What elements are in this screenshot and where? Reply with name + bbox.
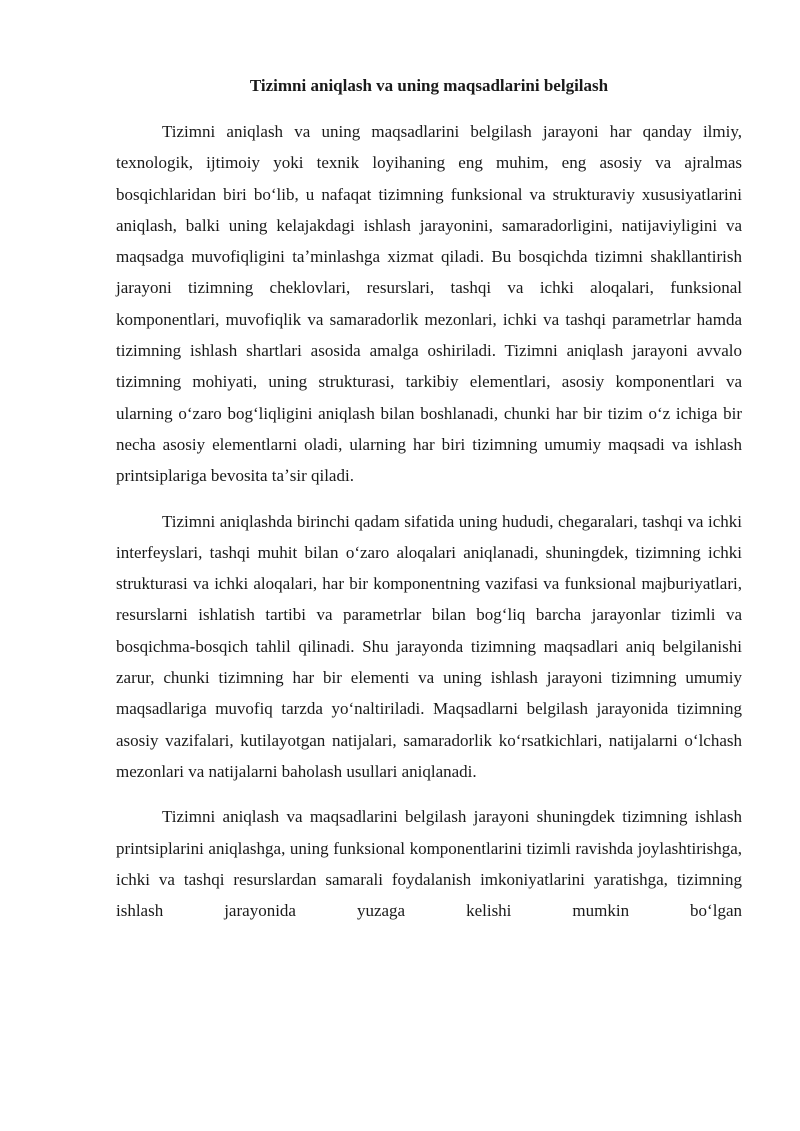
document-page [116, 74, 742, 940]
paragraph-1: Tizimni aniqlash va uning maqsadlarini belgilash jarayoni har qanday ilmiy, texnologik, ijtimoiy yoki texnik loyihaning eng muhim, eng asosiy va ajralmas bosqichlaridan biri boʻlib, u nafaqat tizimning funksional va strukturaviy xususiyatlarini aniqlash, balki uning kelajakdagi ishlash jarayonini, samaradorligini, natijaviyligini va maqsadga muvofiqligini taʼminlashga xizmat qiladi. Bu bosqichda tizimni shakllantirish jarayoni tizimning cheklovlari, resurslari, tashqi va ichki aloqalari, funksional komponentlari, muvofiqlik va samaradorlik mezonlari, ichki va tashqi parametrlar hamda tizimning ishlash shartlari asosida amalga oshiriladi. Tizimni aniqlash jarayoni avvalo tizimning mohiyati, uning strukturasi, tarkibiy elementlari, asosiy komponentlari va ularning oʻzaro bogʻliqligini aniqlash bilan boshlanadi, chunki har bir tizim oʻz ichiga bir necha asosiy elementlarni oladi, ularning har biri tizimning umumiy maqsadi va ishlash printsiplariga bevosita taʼsir qiladi. [116, 122, 742, 486]
paragraph-2: Tizimni aniqlashda birinchi qadam sifatida uning hududi, chegaralari, tashqi va ichki interfeyslari, tashqi muhit bilan oʻzaro aloqalari aniqlanadi, shuningdek, tizimning ichki strukturasi va ichki aloqalari, har bir komponentning vazifasi va funksional majburiyatlari, resurslarni ishlatish tartibi va parametrlar bilan bogʻliq barcha jarayonlar tizimli va bosqichma-bosqich tahlil qilinadi. Shu jarayonda tizimning maqsadlari aniq belgilanishi zarur, chunki tizimning har bir elementi va uning ishlash jarayoni tizimning umumiy maqsadlariga muvofiq tarzda yoʻnaltiriladi. Maqsadlarni belgilash jarayonida tizimning asosiy vazifalari, kutilayotgan natijalari, samaradorlik koʻrsatkichlari, natijalarni oʻlchash mezonlari va natijalarni baholash usullari aniqlanadi. [116, 511, 742, 781]
paragraph-3: Tizimni aniqlash va maqsadlarini belgilash jarayoni shuningdek tizimning ishlash printsiplarini aniqlashga, uning funksional komponentlarini tizimli ravishda joylashtirishga, ichki va tashqi resurslardan samarali foydalanish imkoniyatlarini yaratishga, tizimning ishlash jarayonida yuzaga kelishi mumkin boʻlgan [116, 807, 742, 921]
document-title: Tizimni aniqlash va uning maqsadlarini belgilash [249, 76, 609, 95]
